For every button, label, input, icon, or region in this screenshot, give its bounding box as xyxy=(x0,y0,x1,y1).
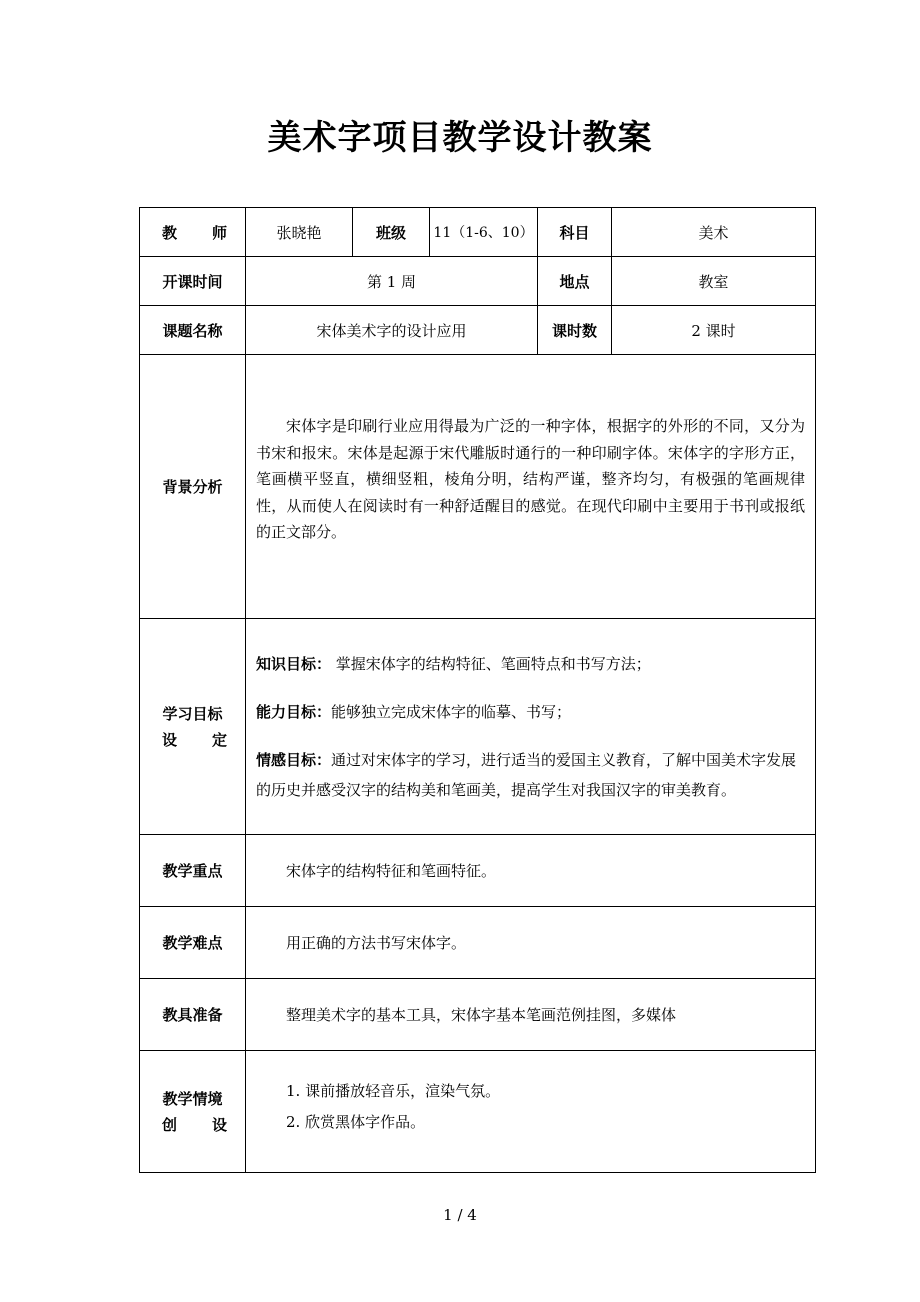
time-value: 第 1 周 xyxy=(246,257,538,306)
ability-goal: 能力目标：能够独立完成宋体字的临摹、书写； xyxy=(256,702,572,721)
list-item: 2. 欣赏黑体字作品。 xyxy=(286,1112,426,1131)
topic-value: 宋体美术字的设计应用 xyxy=(246,306,538,355)
goals-label: 学习目标 设 定 xyxy=(140,619,246,835)
place-value: 教室 xyxy=(612,257,816,306)
row-topic xyxy=(140,306,816,355)
scenario-label: 教学情境 创 设 xyxy=(140,1051,246,1173)
difficulties-cell xyxy=(246,907,816,979)
class-value: 11（1-6、10） xyxy=(430,208,538,257)
time-label: 开课时间 xyxy=(140,257,246,306)
row-time xyxy=(140,257,816,306)
scenario-cell xyxy=(246,1051,816,1173)
subject-label: 科目 xyxy=(538,208,612,257)
difficulties-text: 用正确的方法书写宋体字。 xyxy=(286,934,467,952)
tools-cell xyxy=(246,979,816,1051)
lesson-plan-table xyxy=(139,207,816,1173)
key-points-text: 宋体字的结构特征和笔画特征。 xyxy=(286,862,497,880)
background-text: 宋体字是印刷行业应用得最为广泛的一种字体，根据字的外形的不同，又分为书宋和报宋。宋体是起源于宋代雕版时通行的一种印刷字体。宋体字的字形方正，笔画横平竖直，横细竖粗，棱角分明，结构严谨，整齐均匀，有极强的笔画规律性，从而使人在阅读时有一种舒适醒目的感觉。在现代印刷中主要用于书刊或报纸的正文部分。 xyxy=(256,417,805,542)
knowledge-goal: 知识目标： 掌握宋体字的结构特征、笔画特点和书写方法； xyxy=(256,654,651,673)
row-background xyxy=(140,355,816,619)
place-label: 地点 xyxy=(538,257,612,306)
goals-cell xyxy=(246,619,816,835)
row-scenario xyxy=(140,1051,816,1173)
row-teacher xyxy=(140,208,816,257)
document-title: 美术字项目教学设计教案 xyxy=(267,118,653,158)
background-label: 背景分析 xyxy=(140,355,246,619)
page-indicator: 1 / 4 xyxy=(443,1206,477,1224)
tools-label: 教具准备 xyxy=(140,979,246,1051)
topic-label: 课题名称 xyxy=(140,306,246,355)
teacher-value: 张晓艳 xyxy=(246,208,353,257)
hours-label: 课时数 xyxy=(538,306,612,355)
class-label: 班级 xyxy=(353,208,430,257)
row-key-points xyxy=(140,835,816,907)
subject-value: 美术 xyxy=(612,208,816,257)
key-points-label: 教学重点 xyxy=(140,835,246,907)
row-tools xyxy=(140,979,816,1051)
background-cell xyxy=(246,355,816,619)
hours-value: 2 课时 xyxy=(612,306,816,355)
difficulties-label: 教学难点 xyxy=(140,907,246,979)
list-item: 1. 课前播放轻音乐，渲染气氛。 xyxy=(286,1081,501,1100)
row-goals xyxy=(140,619,816,835)
key-points-cell xyxy=(246,835,816,907)
row-difficulties xyxy=(140,907,816,979)
tools-text: 整理美术字的基本工具，宋体字基本笔画范例挂图，多媒体 xyxy=(286,1006,677,1024)
emotion-goal: 情感目标：通过对宋体字的学习，进行适当的爱国主义教育，了解中国美术字发展的历史并感受汉字的结构美和笔画美，提高学生对我国汉字的审美教育。 xyxy=(256,750,797,799)
teacher-label: 教 师 xyxy=(140,208,246,257)
